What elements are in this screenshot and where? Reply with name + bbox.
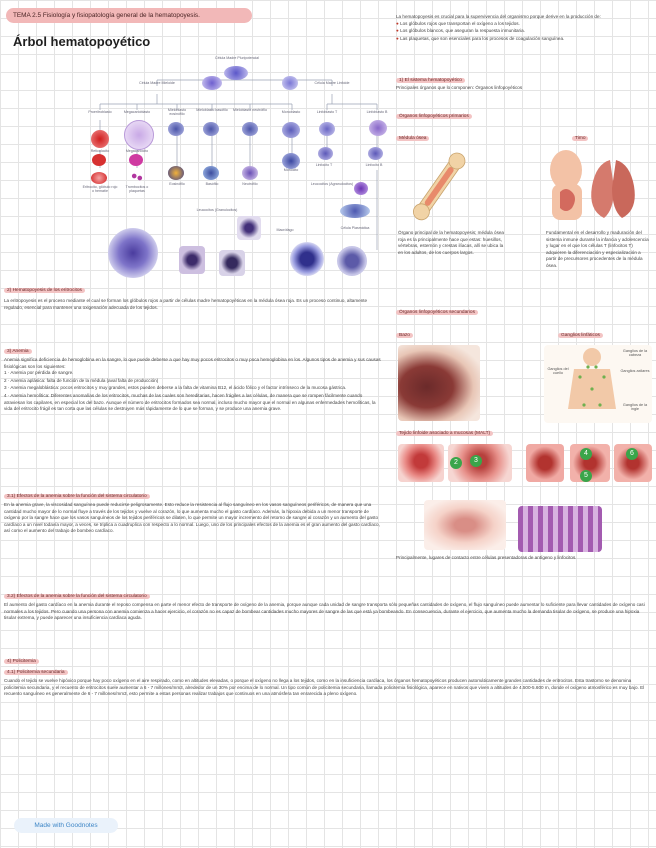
- neutrophil-cell: [242, 166, 258, 180]
- row1-2: Mieloblasto eosinófilo: [167, 108, 187, 116]
- malt-photo-6: [424, 500, 506, 550]
- lymphocyte-b-cell: [368, 147, 383, 160]
- label-bazo: Bazo: [396, 333, 413, 338]
- para-eritro: La eritropoyesis es el proceso mediante el cual se forman los glóbulos rojos a partir de células madre hematopoyéticas en la médula ósea roja. Es un proceso continuo, altamente regulado, esencial para mantener una oxigenación adecuada de los tejidos.: [4, 298, 368, 310]
- plasmatica-label: Célula Plasmática: [340, 226, 370, 230]
- row3-1: Trombocitos o plaquetas: [125, 185, 149, 193]
- row1-4: Mieloblasto neutrófilo: [233, 108, 267, 112]
- row1-0: Proeritroblasto: [88, 110, 112, 114]
- heading-primarios: Órganos linfopoyéticos primarios: [396, 114, 472, 119]
- para-medula: Órgano principal de la hematopoyesis; médula ósea roja es la principalmente hace que estas: huesillos, vértebras, esternón y crestas ilíacas, allí se ubica la en los adultos, de los cuerpos largos.: [398, 230, 504, 255]
- bullet-icon: ●: [396, 20, 399, 26]
- row3-5: Monocito: [283, 168, 299, 172]
- body-label-cabeza: Ganglios de la cabeza: [622, 349, 648, 357]
- megakaryocyte-cell: [129, 154, 143, 166]
- baso-blast-cell: [203, 122, 219, 136]
- spleen-photo: [398, 345, 480, 421]
- row2-1: Megacariocito: [125, 149, 149, 153]
- plasma-cell: [340, 204, 370, 218]
- row1-7: Linfoblasto B: [366, 110, 388, 114]
- malt-photo-3: [526, 444, 564, 482]
- para-malt: Principalmente, lugares de contacto entre células presentadoras de antígeno y linfocitos.: [396, 555, 577, 560]
- intro-text: La hematopoyesis es crucial para la supervivencia del organismo porque derive en la producción de:: [396, 14, 601, 19]
- tree-figure: [82, 50, 396, 284]
- heading-secundarios: Órganos linfopoyéticos secundarios: [396, 310, 478, 315]
- tree-mieloide: Célula Madre Mieloide: [139, 81, 175, 85]
- row1-3: Mieloblasto basófilo: [196, 108, 228, 112]
- row2-0: Reticulocito: [90, 149, 110, 153]
- row3-4: Neutrófilo: [242, 182, 258, 186]
- heading-anemia: 3) Anemia: [4, 349, 384, 354]
- body-label-cuello: Ganglios del cuello: [547, 367, 569, 375]
- produce-item-2: Los glóbulos blancos, que aseguran la respuesta inmunitaria.: [400, 28, 525, 34]
- heading-circ: 3.2) Efectos de la anemia sobre la función del sistema circulatorio: [4, 594, 650, 599]
- platelets-icon: [130, 172, 144, 182]
- row3-0: Eritrocito, glóbulo rojo o hematíe: [82, 185, 118, 193]
- tema-title: TEMA 2.5 Fisiología y fisiopatología general de la hematopoyesis.: [13, 12, 200, 19]
- tree-top: Célula Madre Pluripotencial: [215, 56, 259, 60]
- megakaryoblast-cell: [124, 120, 154, 150]
- produce-item-1: Los glóbulos rojos que transportan el oxígeno a los tejidos.: [400, 20, 520, 26]
- eos-blast-cell: [168, 122, 184, 136]
- num-badge-2: 2: [450, 457, 462, 469]
- row1-1: Megacarioblasto: [123, 110, 151, 114]
- lymphoblast-t-cell: [319, 122, 335, 136]
- row2-2: Linfocito T: [315, 163, 333, 167]
- micrograph-neutro: [237, 216, 261, 240]
- label-medula: Médula ósea: [396, 136, 429, 141]
- heading-poli2: 4.1) Policitemia secundaria: [4, 670, 650, 675]
- leuco-gran-label: Leucocitos (Granulocitos): [196, 208, 238, 212]
- bullet-icon: ●: [396, 35, 399, 41]
- label-malt: Tejido linfoide asociado a mucosas (MALT): [396, 431, 493, 436]
- num-badge-6: 6: [626, 448, 638, 460]
- monocyte-cell: [282, 153, 300, 169]
- thymus-svg: [540, 148, 644, 224]
- label-timo: Timo: [572, 136, 588, 141]
- row3-2: Eosinófilo: [169, 182, 185, 186]
- eosinophil-cell: [168, 166, 184, 180]
- anemia-item-2: 2 · Anemia aplásica: falta de función de la médula (aval falta de producción): [4, 377, 159, 383]
- para-anemia: Anemia significa deficiencia de hemoglobina en la sangre, lo que puede deberse a que hay muy pocos eritrocitos o muy poca hemoglobina en los. Algunos tipos de anemia y sus causas fisiológicas son los siguientes:: [4, 357, 381, 369]
- anemia-item-1: 1 · Anemia por pérdida de sangre.: [4, 370, 74, 376]
- reticulocyte-cell: [92, 154, 106, 166]
- leuco-agran-label: Leucocitos (Agranulocitos): [310, 182, 354, 186]
- heading-poli: 4) Policitemia: [4, 659, 39, 664]
- basophil-cell: [203, 166, 219, 180]
- row2-3: Linfocito B: [365, 163, 383, 167]
- para-circ: El aumento del gasto cardíaco en la anemia durante el reposo compensa en parte el menor efecto de transporte de oxígeno de la anemia, porque aunque cada unidad de sangre transporta sólo pequeñas cantidades de oxígeno, el flujo sanguíneo puede aumentar lo suficiente para llevar cantidades de oxígeno casi normales a los tejidos. Pero cuando una persona con anemia comienza a hacer ejercicio, el corazón no es capaz de bombear cantidades mucho mayores de sangre de las que está ya bombeando. En consecuencia, durante el ejercicio, que aumenta mucho la demanda tisular de oxígeno, se produce una hipoxia tisular extrema, y puede aparecer una insuficiencia cardíaca aguda.: [4, 602, 645, 621]
- malt-histology: [518, 506, 602, 552]
- num-badge-4: 4: [580, 448, 592, 460]
- row1-6: Linfoblasto T: [316, 110, 338, 114]
- micrograph-eos: [179, 246, 205, 274]
- erythrocyte-cell: [91, 172, 107, 184]
- row1-5: Monoblasto: [281, 110, 301, 114]
- lymphoid-cell-icon: [282, 76, 298, 90]
- body-label-axilares: Ganglios axilares: [620, 369, 650, 373]
- malt-photo-1: [398, 444, 444, 482]
- micrograph-monocyte: [290, 242, 324, 276]
- heading-efectos: 3.1) Efectos de la anemia sobre la función del sistema circulatorio: [4, 494, 384, 499]
- macrofago-label: Macrófago: [276, 228, 294, 232]
- para-efectos: En la anemia grave, la viscosidad sanguínea puede reducirse peligrosamente. Esto reduce la resistencia al flujo sanguíneo en los vasos sanguíneos periféricos, de manera que una cantidad mucho mayor de lo normal fluye a través de los tejidos y vuelve al corazón, lo que aumenta mucho el gasto cardíaco. Además, la hipoxia debida a un menor transporte de oxígeno por la sangre hace que los vasos sanguíneos de los tejidos periféricos se dilaten, lo que permite un mayor incremento del retorno de sangre al corazón y un aumento del gasto cardíaco a un nivel todavía mayor, a veces, se triplica a cuadruplica con respecto a lo normal. Luego, uno de los principales efectos de la anemia es el gran aumento del gasto cardíaco, así como el aumento del trabajo de bombeo cardíaco.: [4, 502, 380, 534]
- num-badge-5: 5: [580, 470, 592, 482]
- bone-illustration: [400, 150, 480, 224]
- thymus-illustration: [540, 148, 644, 224]
- agranulocyte-cell: [354, 182, 368, 195]
- micrograph-baso: [219, 250, 245, 276]
- lymphoblast-b-cell: [369, 120, 387, 136]
- bone-svg: [400, 150, 480, 224]
- anemia-item-4: 4 · Anemia hemolítica: Diferentes anomalías de los eritrocitos, muchas de las cuales son hereditarias, hacen frágiles a las células, de manera que se rompen fácilmente cuando atraviesan los capilares, en especial los del bazo. Aunque el número de eritrocitos formados sea normal, incluso mucho mayor que el normal en algunas enfermedades hemolíticas, la vida del eritrocito frágil es tan corta que las células se destruyen más rápidamente de lo que se forman, y se produce una anemia grave.: [4, 392, 376, 412]
- row3-3: Basófilo: [205, 182, 219, 186]
- anemia-item-3: 3 · Anemia megaloblástica: pocos eritrocitos y muy grandes, estos pueden deberse a la falta de vitamina B12, el ácido fólico y el factor intrínseco de la mucosa gástrica.: [4, 385, 347, 391]
- tree-linfoide: Célula Madre Linfoide: [314, 81, 350, 85]
- neutro-blast-cell: [242, 122, 258, 136]
- produce-item-3: Las plaquetas, que son esenciales para los procesos de coagulación sanguínea.: [400, 35, 565, 41]
- body-label-ingle: Ganglios de la ingle: [622, 403, 648, 411]
- monoblast-cell: [282, 122, 300, 138]
- micrograph-megakaryocyte: [108, 228, 158, 278]
- lymph-body-illustration: [544, 345, 652, 423]
- produce-list: [396, 21, 648, 43]
- stem-cell-icon: [224, 66, 248, 80]
- heading-eritro: 2) Hematopoyesis de los eritrocitos: [4, 288, 384, 293]
- para-poli: Cuando el tejido se vuelve hipóxico porque hay poco oxígeno en el aire respirado, como en altitudes elevadas, o porque el oxígeno no llega a los tejidos, como en la insuficiencia cardíaca, los órganos hematopoyéticos producen automáticamente grandes cantidades de eritrocitos. Esta trastorno se denomina policitemia secundaria, y el recuento de eritrocitos suele aumentar a 6 - 7 millones/mm3, alrededor de un 30% por encima de lo normal. Un tipo común de policitemia secundaria, llamada policitemia fisiológica, aparece en nativos que viven a altitudes de 4.500-5.600 m, donde el oxígeno atmosférico es muy bajo. El recuento sanguíneo es generalmente de 6 - 7 millones/mm3, esto permite a estas personas realizar trabajos que continuos en una atmósfera tan enrarecida a pleno oxígeno.: [4, 678, 645, 697]
- bullet-icon: ●: [396, 28, 399, 34]
- num-badge-3: 3: [470, 455, 482, 467]
- label-ganglios: Ganglios linfáticos: [558, 333, 603, 338]
- micrograph-lymph: [337, 246, 367, 276]
- goodnotes-badge[interactable]: Made with Goodnotes: [14, 818, 118, 833]
- arbol-title: Árbol hematopoyético: [13, 34, 151, 49]
- proerythroblast-cell: [91, 130, 109, 148]
- para-sistema: Principales órganos que lo componen: Órganos linfopoyéticos: [396, 85, 523, 90]
- myeloid-cell-icon: [202, 76, 222, 90]
- tema-badge: [6, 8, 252, 23]
- lymphocyte-t-cell: [318, 147, 333, 160]
- para-timo: Fundamental en el desarrollo y maduración del sistema inmune durante la infancia y adolescencia y lugar en el que los células T (linfocitos T) adquieren la diferenciación y especialización a partir de precursores procedentes de la médula ósea.: [546, 230, 649, 268]
- anemia-list: [4, 370, 384, 413]
- heading-sistema: 1) El sistema hematopoyético: [396, 78, 648, 83]
